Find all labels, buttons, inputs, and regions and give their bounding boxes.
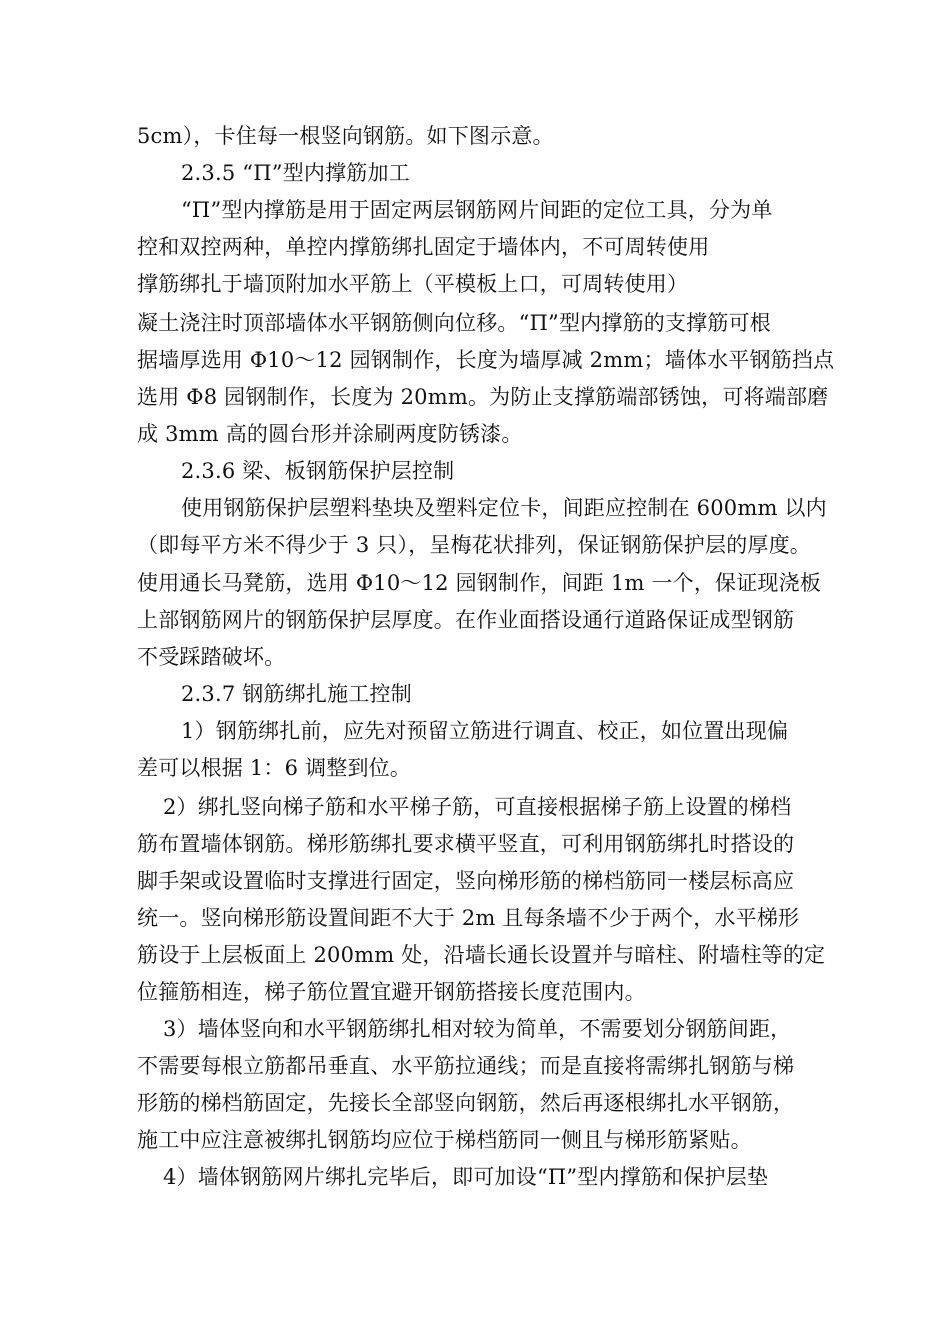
- occluding-overlay: [742, 238, 862, 302]
- text-line: 2）绑扎竖向梯子筋和水平梯子筋，可直接根据梯子筋上设置的梯档: [163, 795, 792, 819]
- text-line: 据墙厚选用 Φ10～12 园钢制作，长度为墙厚减 2mm；墙体水平钢筋挡点: [137, 348, 835, 372]
- text-line: 4）墙体钢筋网片绑扎完毕后，即可加设“Π”型内撑筋和保护层垫: [163, 1165, 769, 1189]
- text-line: 筋布置墙体钢筋。梯形筋绑扎要求横平竖直，可利用钢筋绑扎时搭设的: [137, 832, 795, 856]
- text-line: 使用钢筋保护层塑料垫块及塑料定位卡，间距应控制在 600mm 以内: [181, 496, 827, 520]
- text-line: 差可以根据 1：6 调整到位。: [137, 756, 412, 780]
- text-line: 选用 Φ8 园钢制作，长度为 20mm。为防止支撑筋端部锈蚀，可将端部磨: [137, 385, 829, 409]
- text-line: 1）钢筋绑扎前，应先对预留立筋进行调直、校正，如位置出现偏: [181, 719, 789, 743]
- text-line: 成 3mm 高的圆台形并涂刷两度防锈漆。: [137, 422, 523, 446]
- text-line: 5cm），卡住每一根竖向钢筋。如下图示意。: [137, 124, 554, 148]
- text-line: 不受踩踏破坏。: [137, 645, 286, 669]
- text-line: 凝土浇注时顶部墙体水平钢筋侧向位移。“Π”型内撑筋的支撑筋可根: [137, 311, 771, 335]
- text-line: 撑筋绑扎于墙顶附加水平筋上（平模板上口，可周转使用）: [137, 272, 689, 296]
- text-line: （即每平方米不得少于 3 只），呈梅花状排列，保证钢筋保护层的厚度。: [137, 533, 812, 557]
- text-line: 统一。竖向梯形筋设置间距不大于 2m 且每条墙不少于两个，水平梯形: [137, 906, 800, 930]
- text-line: 不需要每根立筋都吊垂直、水平筋拉通线；而是直接将需绑扎钢筋与梯: [137, 1054, 795, 1078]
- text-line: 上部钢筋网片的钢筋保护层厚度。在作业面搭设通行道路保证成型钢筋: [137, 608, 795, 632]
- text-line: 形筋的梯档筋固定，先接长全部竖向钢筋，然后再逐根绑扎水平钢筋，: [137, 1091, 795, 1115]
- text-line: 施工中应注意被绑扎钢筋均应位于梯档筋同一侧且与梯形筋紧贴。: [137, 1128, 752, 1152]
- text-line: “Π”型内撑筋是用于固定两层钢筋网片间距的定位工具，分为单: [181, 198, 773, 222]
- text-line: 位箍筋相连，梯子筋位置宜避开钢筋搭接长度范围内。: [137, 980, 646, 1004]
- text-line: 脚手架或设置临时支撑进行固定，竖向梯形筋的梯档筋同一楼层标高应: [137, 869, 795, 893]
- text-line: 筋设于上层板面上 200mm 处，沿墙长通长设置并与暗柱、附墙柱等的定: [137, 943, 826, 967]
- section-heading: 2.3.5 “Π”型内撑筋加工: [181, 161, 410, 185]
- section-heading: 2.3.6 梁、板钢筋保护层控制: [181, 459, 455, 483]
- section-heading: 2.3.7 钢筋绑扎施工控制: [181, 682, 412, 706]
- text-line: 控和双控两种，单控内撑筋绑扎固定于墙体内，不可周转使用: [137, 235, 710, 259]
- text-line: 3）墙体竖向和水平钢筋绑扎相对较为简单，不需要划分钢筋间距，: [163, 1017, 792, 1041]
- text-line: 使用通长马凳筋，选用 Φ10～12 园钢制作，间距 1m 一个，保证现浇板: [137, 571, 822, 595]
